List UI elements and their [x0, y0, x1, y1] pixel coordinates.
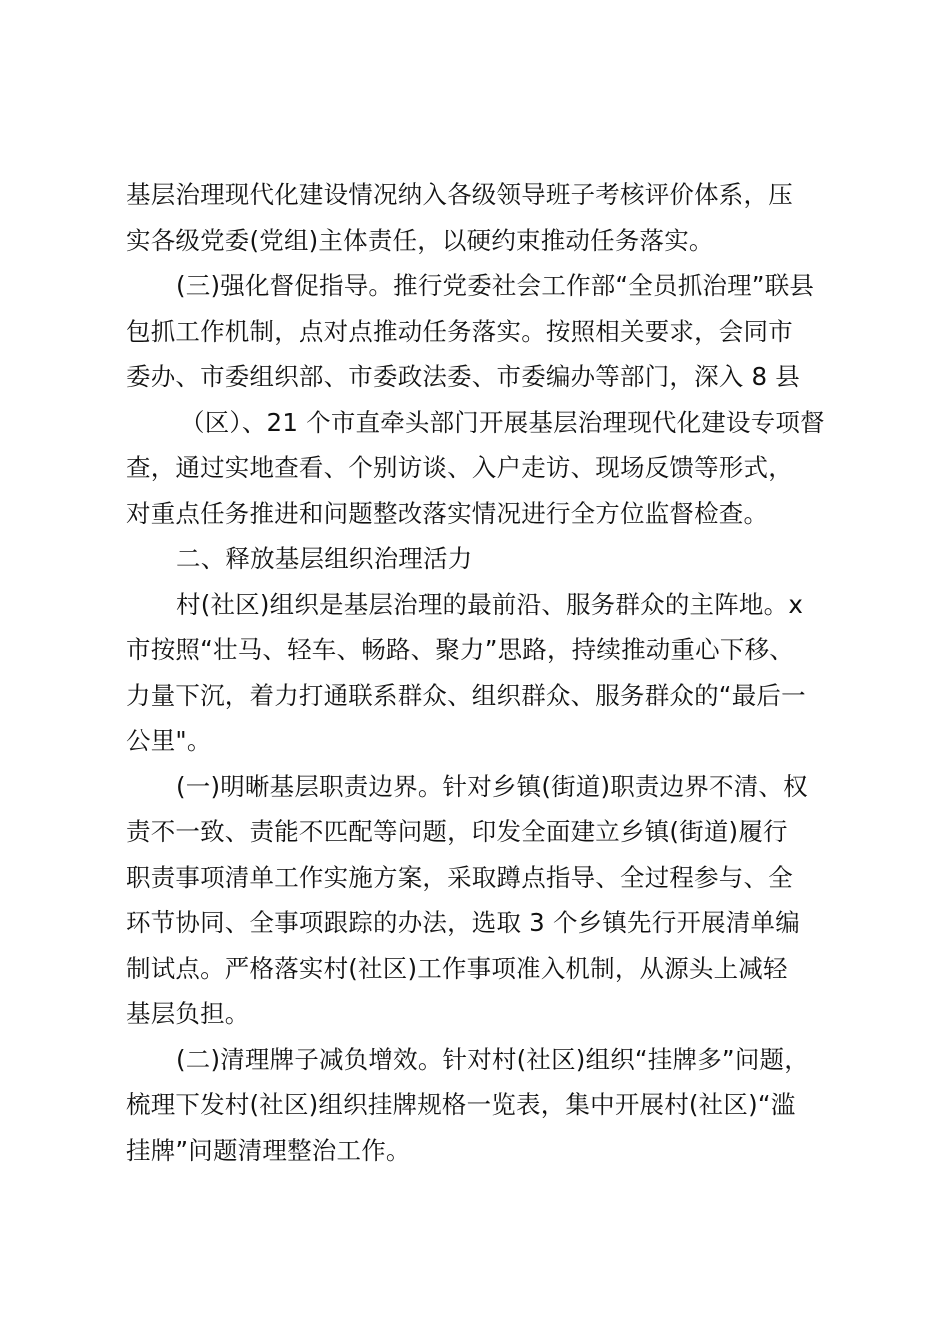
paragraph-start-line: 村(社区)组织是基层治理的最前沿、服务群众的主阵地。x [176, 589, 804, 619]
text-line: 挂牌”问题清理整治工作。 [126, 1135, 411, 1165]
text-line: 环节协同、全事项跟踪的办法，选取 3 个乡镇先行开展清单编 [126, 908, 800, 937]
section-heading-line: (二)清理牌子减负增效。针对村(社区)组织“挂牌多”问题， [176, 1044, 809, 1074]
text-line: 包抓工作机制，点对点推动任务落实。按照相关要求，会同市 [126, 316, 793, 346]
text-line: 委办、市委组织部、市委政法委、市委编办等部门，深入 8 县 [126, 362, 800, 391]
text-line: 基层治理现代化建设情况纳入各级领导班子考核评价体系，压 [126, 180, 793, 209]
chapter-heading: 二、释放基层组织治理活力 [176, 544, 473, 573]
section-heading-line: (三)强化督促指导。推行党委社会工作部“全员抓治理”联县 [176, 271, 815, 300]
text-line: （区）、21 个市直牵头部门开展基层治理现代化建设专项督 [180, 407, 825, 437]
text-line: 力量下沉，着力打通联系群众、组织群众、服务群众的“最后一 [126, 680, 806, 710]
section-heading-line: (一)明晰基层职责边界。针对乡镇(街道)职责边界不清、权 [176, 771, 808, 801]
text-line: 基层负担。 [126, 999, 250, 1028]
text-line: 市按照“壮马、轻车、畅路、聚力”思路，持续推动重心下移、 [126, 635, 794, 664]
text-line: 制试点。严格落实村(社区)工作事项准入机制，从源头上减轻 [126, 953, 788, 983]
text-line: 梳理下发村(社区)组织挂牌规格一览表，集中开展村(社区)“滥 [126, 1090, 796, 1119]
document-body [126, 172, 836, 1173]
text-line: 实各级党委(党组)主体责任，以硬约束推动任务落实。 [126, 225, 714, 255]
text-line: 查，通过实地查看、个别访谈、入户走访、现场反馈等形式， [126, 453, 793, 482]
text-line: 责不一致、责能不匹配等问题，印发全面建立乡镇(街道)履行 [126, 817, 788, 846]
text-line: 对重点任务推进和问题整改落实情况进行全方位监督检查。 [126, 498, 769, 528]
text-line: 职责事项清单工作实施方案，采取蹲点指导、全过程参与、全 [126, 862, 793, 892]
text-line: 公里"。 [126, 726, 212, 755]
